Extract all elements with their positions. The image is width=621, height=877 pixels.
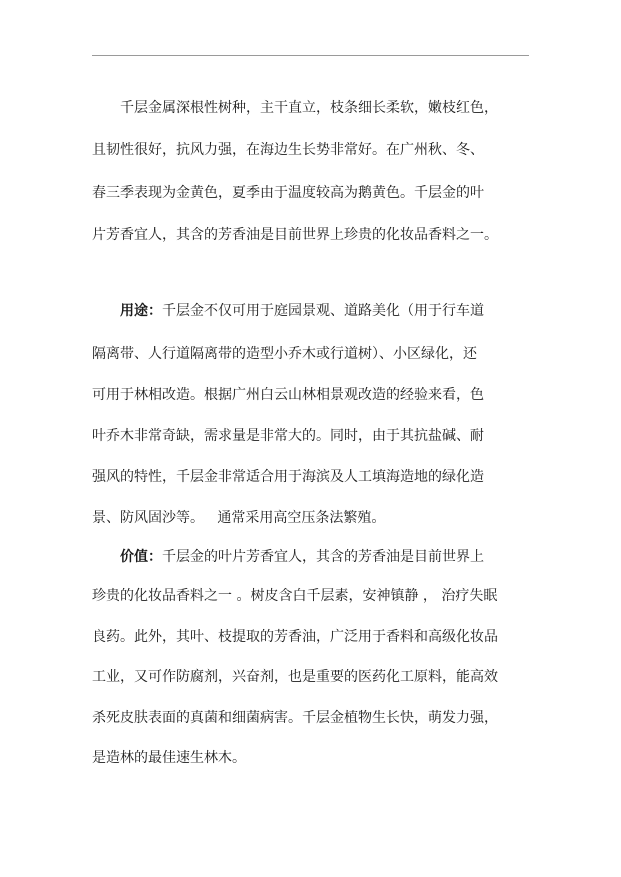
- header-rule: [92, 55, 529, 56]
- value-line-1: [120, 547, 484, 567]
- paragraph1-line-3: 春三季表现为金黄色，夏季由于温度较高为鹅黄色。千层金的叶: [92, 185, 484, 201]
- uses-line-1: [120, 301, 484, 321]
- value-line-2: 珍贵的化妆品香料之一 。树皮含白千层素，安神镇静 ， 治疗失眠: [92, 588, 498, 604]
- value-line-3: 良药。此外，其叶、枝提取的芳香油，广泛用于香料和高级化妆品: [92, 629, 498, 645]
- value-line-5: 杀死皮肤表面的真菌和细菌病害。千层金植物生长快，萌发力强，: [92, 710, 498, 726]
- value-line-6: 是造林的最佳速生林木。: [92, 750, 246, 766]
- value-text-1: 千层金的叶片芳香宜人，其含的芳香油是目前世界上: [162, 549, 484, 565]
- uses-label: 用途：: [120, 303, 162, 319]
- uses-text-1: 千层金不仅可用于庭园景观、道路美化（用于行车道: [162, 303, 484, 319]
- uses-line-4: 叶乔木非常奇缺，需求量是非常大的。同时，由于其抗盐碱、耐: [92, 428, 484, 444]
- value-label: 价值：: [120, 549, 162, 565]
- paragraph1-line-4: 片芳香宜人，其含的芳香油是目前世界上珍贵的化妆品香料之一。: [92, 227, 498, 243]
- paragraph1-line-1: 千层金属深根性树种，主干直立，枝条细长柔软，嫩枝红色，: [120, 100, 498, 116]
- uses-line-3: 可用于林相改造。根据广州白云山林相景观改造的经验来看，色: [92, 387, 484, 403]
- paragraph1-line-2: 且韧性很好，抗风力强，在海边生长势非常好。在广州秋、冬、: [92, 142, 484, 158]
- uses-line-2: 隔离带、人行道隔离带的造型小乔木或行道树）、小区绿化，还: [92, 346, 477, 362]
- value-line-4: 工业，又可作防腐剂，兴奋剂，也是重要的医药化工原料，能高效: [92, 669, 498, 685]
- uses-line-5: 强风的特性，千层金非常适合用于海滨及人工填海造地的绿化造: [92, 469, 484, 485]
- uses-line-6: 景、防风固沙等。 通常采用高空压条法繁殖。: [92, 510, 386, 526]
